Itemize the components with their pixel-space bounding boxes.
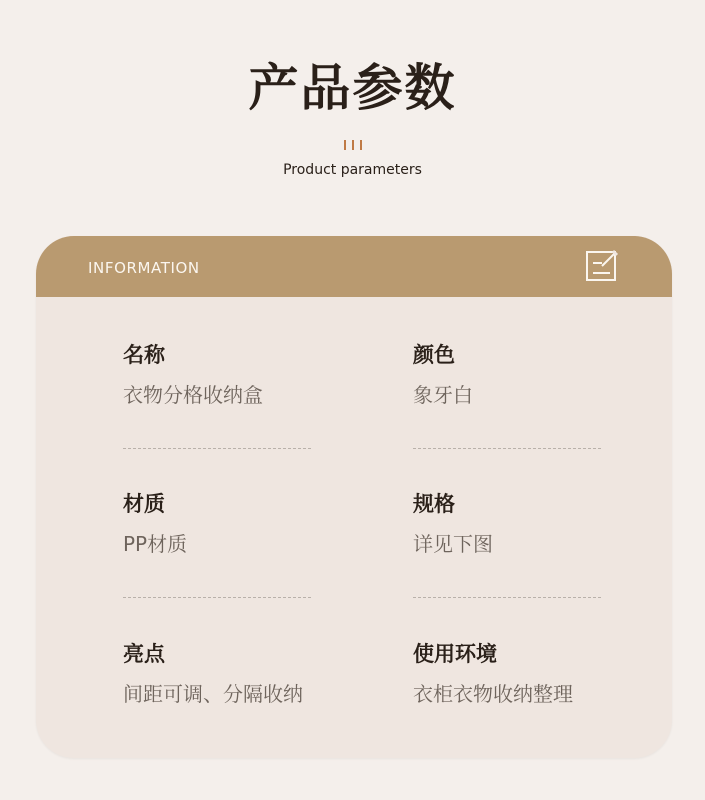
param-value: 衣物分格收纳盒 [123,383,263,407]
param-color [413,342,653,408]
param-value: 间距可调、分隔收纳 [123,682,303,706]
param-label: 亮点 [123,642,165,666]
card-header [36,236,672,297]
page-subtitle: Product parameters [283,162,422,178]
param-material [123,491,363,557]
page-title: 产品参数 [248,59,457,117]
title-ornament [344,140,364,152]
param-name [123,342,363,408]
param-environment [413,641,653,707]
divider [123,448,311,449]
param-label: 材质 [123,492,165,516]
param-label: 规格 [413,492,455,516]
divider [413,597,601,598]
divider [413,448,601,449]
card-header-label: INFORMATION [88,259,200,277]
param-value: 象牙白 [413,383,473,407]
param-label: 使用环境 [413,642,497,666]
param-highlight [123,641,363,707]
param-value: 详见下图 [413,532,493,556]
param-label: 颜色 [413,343,455,367]
param-size [413,491,653,557]
param-value: PP材质 [123,532,188,556]
param-value: 衣柜衣物收纳整理 [413,682,573,706]
divider [123,597,311,598]
param-label: 名称 [123,343,165,367]
edit-icon [585,249,619,283]
info-card [36,236,672,758]
